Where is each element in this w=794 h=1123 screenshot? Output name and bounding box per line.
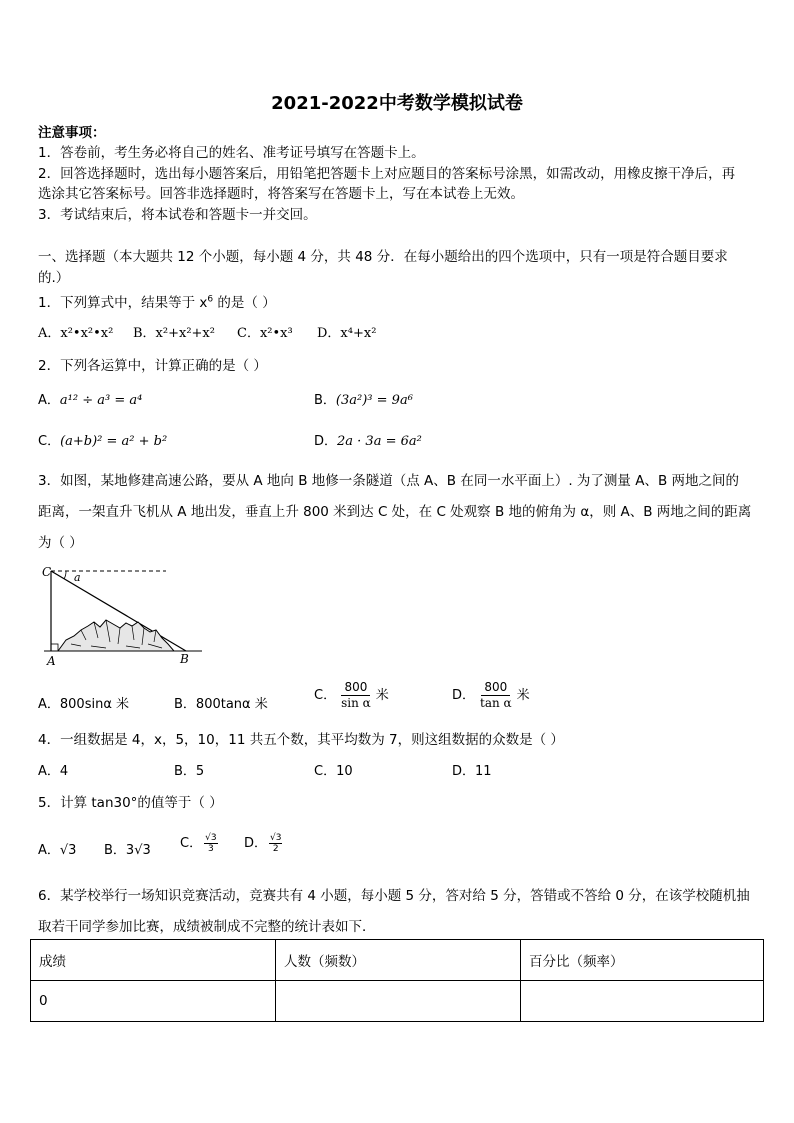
q1-stem-tail: 的是（ ）: [213, 295, 276, 311]
q5-option-d-denominator: 2: [272, 844, 279, 854]
q5-option-c-numerator: √3: [205, 833, 217, 843]
exam-title: 2021-2022中考数学模拟试卷: [271, 93, 523, 114]
q5-option-a[interactable]: A．√3: [38, 843, 77, 858]
q2-option-d-expr: 2a · 3a = 6a²: [337, 434, 422, 449]
q3-stem-line-3: 为（ ）: [38, 535, 83, 551]
q3-option-c-numerator: 800: [341, 680, 370, 696]
q3-figure: [36, 560, 208, 672]
fig-label-a: A: [47, 654, 56, 668]
q3-option-d-denominator: tan α: [480, 696, 512, 710]
q3-option-d-label: D．: [452, 688, 476, 703]
q1-stem: [38, 291, 276, 311]
q5-stem: 5．计算 tan30°的值等于（ ）: [38, 795, 223, 811]
fig-label-c: C: [42, 565, 52, 579]
q2-option-a-label: A．: [38, 393, 60, 408]
table-header-score: 成绩: [31, 940, 276, 981]
q3-option-c-denominator: sin α: [341, 696, 371, 710]
q4-stem: 4．一组数据是 4，x，5，10，11 共五个数，其平均数为 7，则这组数据的众数是（ ）: [38, 732, 564, 748]
q3-option-d-numerator: 800: [481, 680, 510, 696]
q1-option-b[interactable]: B．x²+x²+x²: [133, 326, 215, 341]
q3-option-c[interactable]: [314, 680, 389, 711]
q5-option-b[interactable]: B．3√3: [104, 843, 151, 858]
section-heading-cont: 的.）: [38, 270, 70, 286]
q3-stem-line-2: 距离，一架直升飞机从 A 地出发，垂直上升 800 米到达 C 处，在 C 处观察 B 地的俯角为 α，则 A、B 两地之间的距离: [38, 504, 752, 520]
notice-item-2: 2．回答选择题时，选出每小题答案后，用铅笔把答题卡上对应题目的答案标号涂黑，如需改动，用橡皮擦干净后，再: [38, 166, 736, 182]
q4-option-c[interactable]: C．10: [314, 764, 353, 779]
q3-option-d[interactable]: [452, 680, 530, 711]
q1-stem-exponent: 6: [207, 294, 214, 305]
q3-option-d-unit: 米: [516, 688, 530, 703]
q2-option-b-expr: (3a²)³ = 9a⁶: [335, 393, 413, 408]
section-heading: 一、选择题（本大题共 12 个小题，每小题 4 分，共 48 分．在每小题给出的四个选项中，只有一项是符合题目要求: [38, 249, 728, 265]
q2-option-d[interactable]: [314, 430, 422, 449]
q2-option-c[interactable]: [38, 430, 167, 449]
notice-heading: 注意事项：: [38, 125, 106, 141]
q5-option-c[interactable]: [180, 832, 220, 854]
table-header-count: 人数（频数）: [276, 940, 521, 981]
q3-option-c-unit: 米: [375, 688, 389, 703]
table-header-percent: 百分比（频率）: [521, 940, 764, 981]
q1-stem-text: 1．下列算式中，结果等于 x: [38, 295, 208, 311]
q2-stem: 2．下列各运算中，计算正确的是（ ）: [38, 358, 267, 374]
q5-option-d-label: D．: [244, 836, 268, 851]
q1-option-c[interactable]: C．x²•x³: [237, 326, 293, 341]
notice-item-3: 3．考试结束后，将本试卷和答题卡一并交回。: [38, 207, 317, 223]
notice-item-2-cont: 选涂其它答案标号。回答非选择题时，将答案写在答题卡上，写在本试卷上无效。: [38, 186, 524, 202]
q3-option-b[interactable]: B．800tanα 米: [174, 697, 268, 712]
q2-option-b-label: B．: [314, 393, 336, 408]
q4-option-b[interactable]: B．5: [174, 764, 205, 779]
q3-option-a[interactable]: A．800sinα 米: [38, 697, 130, 712]
table-row: [31, 981, 764, 1022]
q6-stem-line-2: 取若干同学参加比赛，成绩被制成不完整的统计表如下．: [38, 919, 376, 935]
q2-option-c-expr: (a+b)² = a² + b²: [60, 434, 168, 449]
q2-option-b[interactable]: [314, 389, 413, 408]
q6-score-table: [30, 939, 764, 1022]
q6-stem-line-1: 6．某学校举行一场知识竞赛活动，竞赛共有 4 小题，每小题 5 分，答对给 5 分，答错或不答给 0 分，在该学校随机抽: [38, 888, 750, 904]
q5-option-c-label: C．: [180, 836, 203, 851]
q3-stem-line-1: 3．如图，某地修建高速公路，要从 A 地向 B 地修一条隧道（点 A、B 在同一水平面上）. 为了测量 A、B 两地之间的: [38, 473, 739, 489]
q2-option-a[interactable]: [38, 389, 142, 408]
q4-option-d[interactable]: D．11: [452, 764, 492, 779]
q5-option-d[interactable]: [244, 832, 284, 854]
q2-option-d-label: D．: [314, 434, 338, 449]
q4-option-a[interactable]: A．4: [38, 764, 69, 779]
q2-option-c-label: C．: [38, 434, 61, 449]
table-header-row: [31, 940, 764, 981]
q2-option-a-expr: a¹² ÷ a³ = a⁴: [59, 393, 143, 408]
table-cell-percent: [521, 981, 764, 1022]
fig-label-b: B: [180, 652, 189, 666]
table-cell-count: [276, 981, 521, 1022]
table-cell-score: 0: [31, 981, 276, 1022]
notice-item-1: 1．答卷前，考生务必将自己的姓名、准考证号填写在答题卡上。: [38, 145, 425, 161]
q3-option-c-label: C．: [314, 688, 337, 703]
q1-option-d[interactable]: D．x⁴+x²: [317, 326, 377, 341]
q1-option-a[interactable]: A．x²•x²•x²: [38, 326, 114, 341]
fig-label-alpha: a: [74, 571, 81, 584]
q5-option-d-numerator: √3: [270, 833, 282, 843]
q5-option-c-denominator: 3: [207, 844, 214, 854]
